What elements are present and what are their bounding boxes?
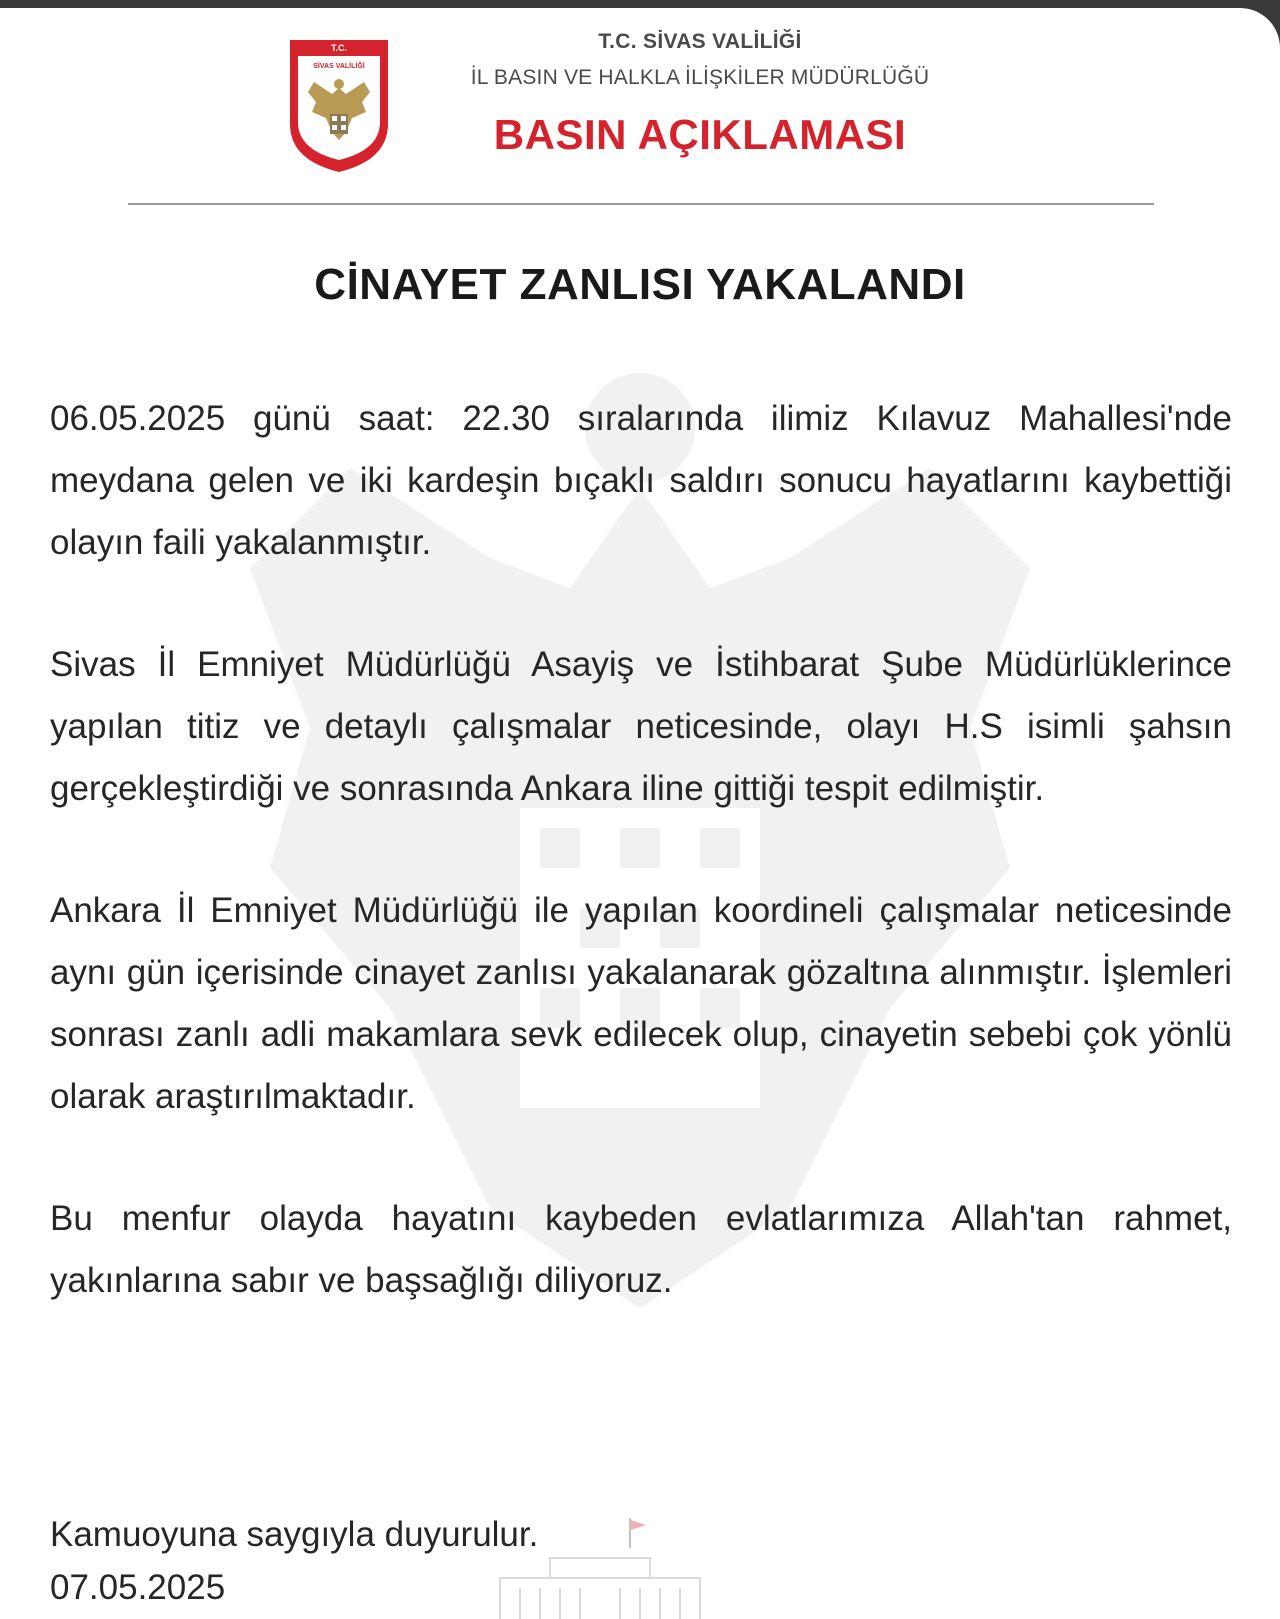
press-release-body [50,388,1232,1372]
paragraph: 06.05.2025 günü saat: 22.30 sıralarında ilimiz Kılavuz Mahallesi'nde meydana gelen ve iki kardeşin bıçaklı saldırı sonucu hayatlarını kaybettiği olayın faili yakalanmıştır. [50,399,1232,562]
letterhead [0,8,1280,208]
document-type-heading: BASIN AÇIKLAMASI [493,111,907,158]
closing-remark: Kamuoyuna saygıyla duyurulur. [50,1515,539,1554]
paragraph: Bu menfur olayda hayatını kaybeden evlatlarımıza Allah'tan rahmet, yakınlarına sabır ve başsağlığı diliyoruz. [50,1199,1232,1300]
institution-name: T.C. SİVAS VALİLİĞİ [598,30,802,53]
press-release-page [0,8,1280,1619]
paragraph: Ankara İl Emniyet Müdürlüğü ile yapılan koordineli çalışmalar neticesinde aynı gün içerisinde cinayet zanlısı yakalanarak gözaltına alınmıştır. İşlemleri sonrası zanlı adli makamlara sevk edilecek olup, cinayetin sebebi çok yönlü olarak araştırılmaktadır. [50,891,1232,1116]
department-name: İL BASIN VE HALKLA İLİŞKİLER MÜDÜRLÜĞÜ [470,66,930,89]
release-date: 07.05.2025 [50,1568,226,1607]
paragraph: Sivas İl Emniyet Müdürlüğü Asayiş ve İstihbarat Şube Müdürlüklerince yapılan titiz ve detaylı çalışmalar neticesinde, olayı H.S isimli şahsın gerçekleştirdiği ve sonrasında Ankara iline gittiği tespit edilmiştir. [50,645,1232,808]
header-divider [128,203,1154,205]
sivas-valiligi-seal-icon [286,36,392,176]
seal-top-text: T.C. [330,43,348,53]
press-release-title: CİNAYET ZANLISI YAKALANDI [314,260,966,309]
seal-band-text: SİVAS VALİLİĞİ [313,63,365,70]
